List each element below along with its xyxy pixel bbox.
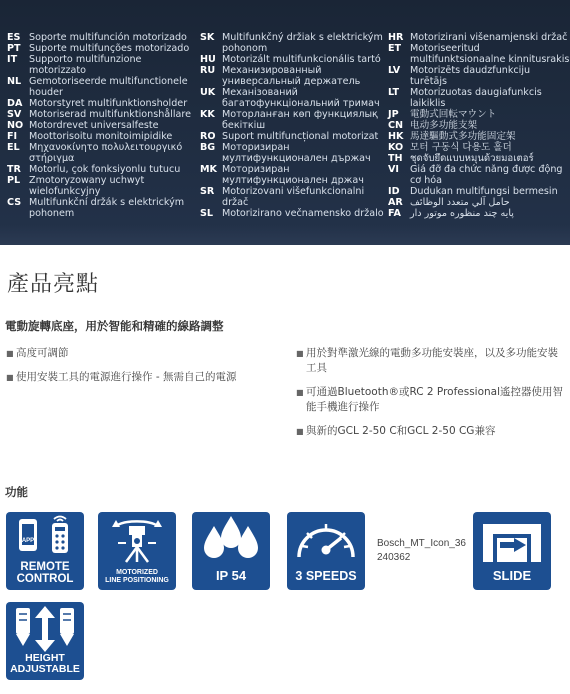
language-text: 馬達驅動式多功能固定架 — [410, 131, 516, 142]
language-text: Motorizuotas daugiafunkcis laikiklis — [410, 87, 542, 109]
language-code: NO — [7, 120, 24, 131]
language-entry — [200, 65, 386, 87]
language-entry — [388, 142, 570, 153]
language-code: NL — [7, 76, 22, 87]
label-line: ADJUSTABLE — [10, 663, 80, 675]
ip54-rating-icon — [192, 512, 270, 590]
language-entry — [388, 109, 570, 120]
three-speeds-icon — [287, 512, 365, 590]
language-text: Motorizēts daudzfunkciju turētājs — [410, 65, 531, 87]
language-text: پایه چند منظوره موتور دار — [410, 208, 514, 219]
banner-column-2 — [200, 32, 386, 219]
language-entry — [7, 109, 193, 120]
language-entry — [7, 175, 193, 197]
language-code: JP — [388, 109, 399, 120]
language-text: Motordrevet universalfeste — [29, 120, 159, 131]
slide-feature-icon — [473, 512, 551, 590]
language-text: Motoriserad multifunktionshållare — [29, 109, 192, 120]
language-text: Механізований багатофункціональний тримач — [222, 87, 380, 109]
language-entry — [388, 120, 570, 131]
language-text: Multifunkčný držiak s elektrickým pohonom — [222, 32, 383, 54]
caption-line: 240362 — [377, 552, 411, 563]
bullet-icon: ■ — [296, 388, 304, 397]
label-line: MOTORIZED — [116, 569, 158, 576]
language-entry — [200, 186, 386, 208]
list-item — [296, 424, 568, 439]
ip54-label: IP 54 — [215, 568, 247, 583]
language-code: FA — [388, 208, 401, 219]
bullet-icon: ■ — [296, 427, 304, 436]
language-entry — [388, 131, 570, 142]
language-code: KO — [388, 142, 404, 153]
bullet-text: 使用安裝工具的電源進行操作 - 無需自己的電源 — [16, 371, 237, 383]
language-entry — [388, 186, 570, 197]
label-line: REMOTE — [20, 561, 70, 573]
language-code: ID — [388, 186, 400, 197]
language-text: 모터 구동식 다용도 홀더 — [410, 142, 512, 153]
motorized-label — [98, 569, 176, 585]
language-code: LV — [388, 65, 401, 76]
remote-control-feature-icon — [6, 512, 84, 590]
language-entry — [200, 87, 386, 109]
language-text: Μηχανοκίνητο πολυλειτουργικό στήριγμα — [29, 142, 183, 164]
language-text: حامل آلي متعدد الوظائف — [410, 197, 510, 208]
language-code: SK — [200, 32, 215, 43]
bullet-icon: ■ — [6, 349, 14, 358]
language-code: RO — [200, 131, 216, 142]
water-drops-icon — [192, 512, 270, 570]
language-entry — [388, 208, 570, 219]
language-entry — [200, 32, 386, 54]
rotating-mount-icon — [98, 512, 176, 570]
language-entry — [388, 164, 570, 186]
language-code: VI — [388, 164, 399, 175]
language-text: Моторизиран мултифункционален държач — [222, 142, 371, 164]
list-item — [296, 385, 568, 415]
language-text: Moottorisoitu monitoimipidike — [29, 131, 173, 142]
language-text: Suport multifuncțional motorizat — [222, 131, 379, 142]
language-entry — [388, 32, 570, 43]
highlights-list-right — [296, 346, 568, 448]
language-entry — [7, 32, 193, 43]
language-code: UK — [200, 87, 216, 98]
height-adjustable-icon — [6, 602, 84, 680]
language-code: HU — [200, 54, 216, 65]
language-code: HR — [388, 32, 404, 43]
language-entry — [200, 164, 386, 186]
language-text: Motorlu, çok fonksiyonlu tutucu — [29, 164, 181, 175]
language-text: Supporto multifunzione motorizzato — [29, 54, 142, 76]
language-text: Zmotoryzowany uchwyt wielofunkcyjny — [29, 175, 145, 197]
caption-line: Bosch_MT_Icon_36 — [377, 538, 466, 549]
language-code: TR — [7, 164, 21, 175]
language-text: Motorizált multifunkcionális tartó — [222, 54, 381, 65]
height-label — [6, 653, 84, 675]
language-entry — [200, 131, 386, 142]
language-text: Motorstyret multifunktionsholder — [29, 98, 188, 109]
language-code: SV — [7, 109, 22, 120]
bullet-text: 用於對準激光線的電動多功能安裝座，以及多功能安裝工具 — [306, 347, 558, 374]
language-text: ชุดจับยึดแบบหมุนด้วยมอเตอร์ — [410, 153, 534, 164]
language-code: SL — [200, 208, 214, 219]
list-item — [6, 370, 266, 385]
language-text: Motorizirano večnamensko držalo — [222, 208, 384, 219]
language-entry — [200, 109, 386, 131]
language-code: LT — [388, 87, 400, 98]
language-entry — [200, 142, 386, 164]
app-label: APP — [21, 538, 35, 544]
language-code: MK — [200, 164, 217, 175]
label-line: CONTROL — [16, 573, 74, 585]
features-title: 功能 — [5, 485, 28, 499]
language-code: DA — [7, 98, 23, 109]
language-text: Dudukan multifungsi bermesin — [410, 186, 558, 197]
language-code: BG — [200, 142, 216, 153]
language-entry — [200, 208, 386, 219]
phone-and-remote-icon — [6, 512, 84, 562]
language-code: PT — [7, 43, 21, 54]
label-line: LINE POSITIONING — [105, 577, 169, 584]
motorized-line-positioning-icon — [98, 512, 176, 590]
bullet-text: 與新的GCL 2-50 C和GCL 2-50 CG兼容 — [306, 425, 496, 437]
banner-column-1 — [7, 32, 193, 219]
language-entry — [388, 153, 570, 164]
language-entry — [7, 54, 193, 76]
remote-control-label — [6, 561, 84, 585]
language-entry — [7, 131, 193, 142]
language-text: Motorizirani višenamjenski držač — [410, 32, 568, 43]
multilingual-banner — [0, 0, 570, 245]
image-alt-caption — [377, 537, 473, 565]
bullet-text: 可通過Bluetooth®或RC 2 Professional遙控器使用智能手機進行操作 — [306, 386, 564, 413]
language-text: Suporte multifunções motorizado — [29, 43, 190, 54]
language-entry — [7, 43, 193, 54]
language-text: 電動式回転マウント — [410, 109, 497, 120]
language-entry — [7, 76, 193, 98]
language-code: CN — [388, 120, 404, 131]
bullet-icon: ■ — [296, 349, 304, 358]
language-entry — [388, 43, 570, 65]
language-text: Giá đỡ đa chức năng được động cơ hóa — [410, 164, 563, 186]
language-code: SR — [200, 186, 215, 197]
highlights-subtitle: 電動旋轉底座，用於智能和精確的線路調整 — [5, 319, 224, 333]
language-entry — [7, 142, 193, 164]
language-code: KK — [200, 109, 215, 120]
language-code: IT — [7, 54, 18, 65]
language-text: Soporte multifunción motorizado — [29, 32, 187, 43]
label-line: HEIGHT — [25, 652, 65, 664]
language-text: Multifunkční držák s elektrickým pohonem — [29, 197, 185, 219]
language-text: Механизированный универсальный держатель — [222, 65, 361, 87]
language-code: HK — [388, 131, 404, 142]
language-code: RU — [200, 65, 216, 76]
bullet-text: 高度可調節 — [16, 347, 69, 359]
language-entry — [7, 197, 193, 219]
language-code: ET — [388, 43, 402, 54]
language-entry — [388, 87, 570, 109]
language-text: 电动多功能支架 — [410, 120, 478, 131]
language-code: AR — [388, 197, 403, 208]
highlights-list-left — [6, 346, 266, 394]
language-entry — [388, 197, 570, 208]
speedometer-icon — [287, 512, 365, 570]
language-code: ES — [7, 32, 21, 43]
language-code: CS — [7, 197, 22, 208]
language-text: Моторланған көп функциялық бекіткіш — [222, 109, 378, 131]
slide-label: SLIDE — [492, 568, 532, 583]
language-code: EL — [7, 142, 20, 153]
list-item — [6, 346, 266, 361]
bullet-icon: ■ — [6, 373, 14, 382]
language-entry — [200, 54, 386, 65]
language-entry — [7, 164, 193, 175]
section-title: 產品亮點 — [7, 272, 100, 297]
speeds-label: 3 SPEEDS — [295, 569, 357, 583]
language-code: PL — [7, 175, 21, 186]
language-entry — [7, 120, 193, 131]
language-text: Моторизиран мултифункционален држач — [222, 164, 364, 186]
language-entry — [388, 65, 570, 87]
language-text: Motorizovani višefunkcionalni držač — [222, 186, 365, 208]
banner-column-3 — [388, 32, 570, 219]
language-text: Gemotoriseerde multifunctionele houder — [29, 76, 188, 98]
slide-arrow-icon — [473, 512, 551, 570]
language-text: Motoriseeritud multifunktsionaalne kinnitusrakis — [410, 43, 570, 65]
list-item — [296, 346, 568, 376]
language-code: FI — [7, 131, 18, 142]
language-entry — [7, 98, 193, 109]
language-code: TH — [388, 153, 403, 164]
